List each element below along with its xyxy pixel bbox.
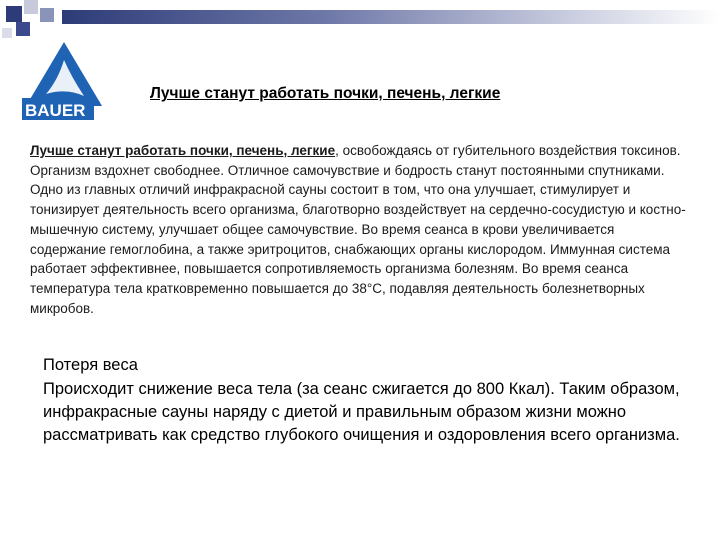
paragraph-text: , освобождаясь от губительного воздействия токсинов. Организм вздохнет свободнее. Отличное самочувствие и бодрость станут постоянными спутниками. Одно из главных отличий инфракрасной сауны состоит в том, что она улучшает, стимулирует и тонизирует деятельность всего организма, благотворно воздействует на сердечно-сосудистую и костно-мышечную систему, улучшает общее самочувствие. Во время сеанса в крови увеличивается содержание гемоглобина, а также эритроцитов, снабжающих органы кислородом. Иммунная система работает эффективнее, повышается сопротивляемость организма болезням. Во время сеанса температура тела кратковременно повышается до 38°С, подавляя деятельность болезнетворных микробов. (30, 143, 686, 316)
section-heading-weight-loss: Потеря веса (43, 356, 138, 374)
header-gradient-bar (62, 10, 720, 24)
paragraph-lead: Лучше станут работать почки, печень, легкие (30, 143, 336, 158)
logo-registered-mark: ® (95, 101, 101, 108)
logo-brand-text: BAUER (25, 101, 86, 120)
bauer-logo-graphic (22, 40, 106, 124)
section-body-weight-loss: Происходит снижение веса тела (за сеанс сжигается до 800 Ккал). Таким образом, инфракрасные сауны наряду с диетой и правильным образом жизни можно рассматривать как средство глубокого очищения и оздоровления всего организма. (43, 380, 680, 444)
bauer-logo (22, 40, 106, 124)
paragraph-organs (30, 141, 690, 318)
page-title: Лучше станут работать почки, печень, легкие (150, 85, 501, 102)
